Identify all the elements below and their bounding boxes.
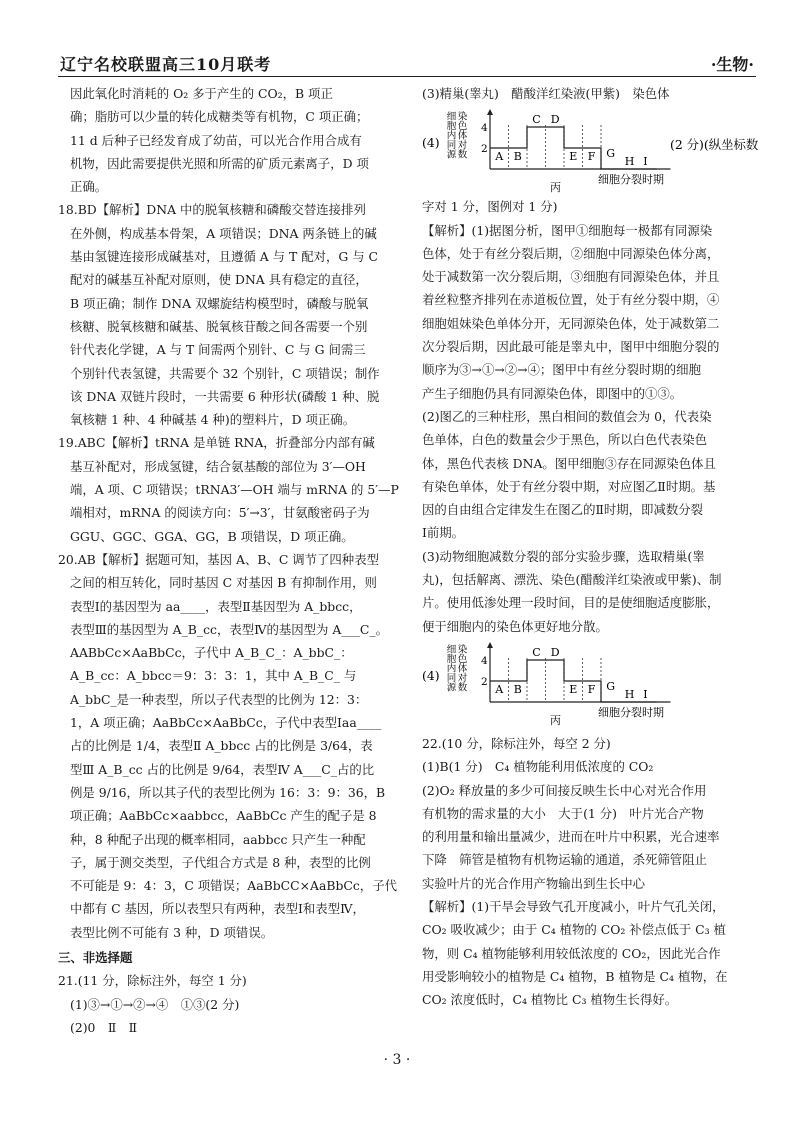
phase-label: B [513, 150, 522, 164]
q22-text-line: 的利用量和输出量减少，进而在叶片中积累，光合速率 [422, 829, 720, 845]
q21-head: 21.(11 分，除标注外，每空 1 分) [58, 973, 247, 989]
y-tick-label: 2 [481, 143, 488, 156]
chart-suffix-label: (2 分)(纵坐标数 [670, 137, 759, 153]
q21-answer-2: (2)0 Ⅱ Ⅱ [70, 1019, 138, 1035]
header-rule [58, 76, 756, 77]
left-text-block [58, 82, 402, 944]
chart-caption: 丙 [550, 713, 561, 727]
phase-label: I [643, 687, 648, 701]
y-axis-arrow [487, 642, 493, 648]
phase-label: F [587, 682, 596, 696]
y-axis-arrow [487, 109, 493, 115]
page-header [60, 52, 754, 76]
section-heading: 三、非选择题 [58, 949, 133, 965]
left-text-line: 例是 9/16，所以其子代的表型比例为 16：3：9：36，B [70, 784, 386, 800]
left-column [58, 82, 402, 1039]
phase-label: G [606, 147, 616, 161]
left-text-line: 种，8 种配子出现的概率相同，aabbcc 只产生一种配 [70, 831, 366, 847]
page-number: · 3 · [383, 1052, 411, 1068]
left-text-line: 氧核糖 1 种、4 种碱基 4 种)的塑料片，D 项正确。 [70, 412, 356, 428]
q21-answer-4-cont: 字对 1 分，图例对 1 分) [422, 199, 558, 215]
phase-label: A [495, 150, 504, 164]
right-text-line: 次分裂后期，因此最可能是睾丸中，图甲中细胞分裂的 [422, 339, 720, 355]
right-text-line: 体，黑色代表核 DNA。图甲细胞③存在同源染色体且 [422, 455, 716, 471]
q21-answer-1: (1)③→①→②→④ ①③(2 分) [70, 996, 240, 1012]
left-text-line: 中都有 C 基因，所以表型只有两种，表型Ⅰ和表型Ⅳ， [70, 901, 365, 917]
left-text-line: 20.AB【解析】据题可知，基因 A、B、C 调节了四种表型 [58, 551, 379, 567]
q22-text-line: 下降 筛管是植物有机物运输的通道，杀死筛管阻止 [422, 852, 707, 868]
chromosome-pair-chart-2 [422, 640, 762, 728]
phase-label: D [550, 113, 560, 127]
y-axis-label: 染色体对数 [455, 643, 467, 692]
left-text-line: 端相对，mRNA 的阅读方向：5′→3′，甘氨酸密码子为 [70, 505, 370, 521]
left-text-line: 端，A 项、C 项错误；tRNA3′—OH 端与 mRNA 的 5′—P [70, 482, 399, 498]
right-text-line: (3)动物细胞减数分裂的部分实验步骤，选取精巢(睾 [422, 548, 705, 564]
left-text-line: 表型Ⅲ的基因型为 A_B_cc，表型Ⅳ的基因型为 A___C_。 [70, 621, 388, 637]
left-text-line: 11 d 后种子已经发育成了幼苗，可以光合作用合成有 [70, 132, 362, 148]
q22-text-line: 物，则 C₄ 植物能够利用较低浓度的 CO₂，因此光合作 [422, 945, 721, 961]
q22-text-line: CO₂ 吸收减少；由于 C₄ 植物的 CO₂ 补偿点低于 C₃ 植 [422, 922, 726, 938]
q22-head: 22.(10 分，除标注外，每空 2 分) [422, 735, 611, 751]
chart-2-container [422, 640, 762, 728]
left-text-line: 因此氧化时消耗的 O₂ 多于产生的 CO₂，B 项正 [70, 86, 333, 101]
q22-text-line: CO₂ 浓度低时，C₄ 植物比 C₃ 植物生长得好。 [422, 992, 678, 1008]
left-text-line: 表型比例不可能有 3 种，D 项错误。 [70, 924, 274, 940]
left-text-line: GGU、GGC、GGA、GG，B 项错误，D 项正确。 [70, 528, 354, 544]
left-text-line: 确；脂肪可以少量的转化成糖类等有机物，C 项正确； [70, 109, 369, 125]
y-tick-label: 4 [481, 122, 488, 135]
q22-text-line: 用受影响较小的植物是 C₄ 植物，B 植物是 C₄ 植物，在 [422, 968, 728, 984]
left-text-line: AABbCc×AaBbCc，子代中 A_B_C_：A_bbC_： [70, 645, 353, 661]
right-text-line: 因的自由组合定律发生在图乙的Ⅱ时期，即减数分裂 [422, 502, 704, 518]
q22-text-line: 【解析】(1)干旱会导致气孔开度减小，叶片气孔关闭， [422, 899, 725, 915]
phase-label: C [532, 113, 541, 127]
left-text-line: 机物，因此需要提供光照和所需的矿质元素离子，D 项 [70, 155, 369, 171]
chart-caption: 丙 [550, 181, 561, 195]
right-text-line: 便于细胞内的染色体更好地分散。 [422, 618, 608, 634]
q21-answer-3: (3)精巢(睾丸) 醋酸洋红染液(甲紫) 染色体 [422, 86, 670, 101]
right-text-line: 色体，处于有丝分裂后期，②细胞中同源染色体分离， [422, 245, 720, 261]
exam-title: 辽宁名校联盟高三10月联考 [60, 55, 272, 74]
left-text-line: 基互补配对，形成氢键，结合氨基酸的部位为 3′—OH [70, 458, 366, 474]
left-text-line: 核糖、脱氧核糖和碱基、脱氧核苷酸之间各需要一个别 [70, 318, 368, 334]
phase-label: H [624, 687, 635, 701]
left-text-line: 正确。 [70, 179, 108, 195]
right-text-line: 有染色单体，处于有丝分裂中期，对应图乙Ⅱ时期。基 [422, 478, 716, 494]
right-text-line: 产生子细胞仍具有同源染色体，即图中的①③。 [422, 385, 683, 401]
y-tick-label: 2 [481, 675, 488, 688]
right-text-block [422, 219, 762, 638]
y-axis-label: 细胞内同源 [444, 643, 456, 692]
right-text-line: (2)图乙的三种柱形，黑白相间的数值会为 0，代表染 [422, 408, 712, 424]
right-column [422, 82, 762, 1012]
left-text-line: 子，属于测交类型，子代组合方式是 8 种，表型的比例 [70, 854, 371, 870]
left-text-line: 项正确；AaBbCc×aabbcc，AaBbCc 产生的配子是 8 [70, 808, 377, 824]
phase-label: F [587, 150, 596, 164]
q22-text-line: 有机物的需求量的大小 大于(1 分) 叶片光合产物 [422, 805, 704, 821]
phase-label: A [495, 682, 504, 696]
q22-text-block [422, 755, 762, 1011]
left-text-line: 占的比例是 1/4，表型Ⅱ A_bbcc 占的比例是 3/64，表 [70, 738, 373, 754]
right-text-line: 色单体，白色的数量会少于黑色，所以白色代表染色 [422, 432, 707, 448]
phase-label: E [569, 682, 578, 696]
left-text-line: 1，A 项正确；AaBbCc×AaBbCc，子代中表型Ⅰaa____ [70, 715, 382, 731]
right-text-line: 片。使用低渗处理一段时间，目的是使细胞适度膨胀， [422, 595, 720, 611]
left-text-line: 之间的相互转化，同时基因 C 对基因 B 有抑制作用，则 [70, 575, 377, 591]
y-axis-label: 染色体对数 [455, 111, 467, 159]
y-tick-label: 4 [481, 654, 488, 667]
phase-label: C [532, 645, 541, 659]
phase-label: D [550, 645, 560, 659]
phase-label: H [624, 155, 635, 169]
q22-text-line: 实验叶片的光合作用产物输出到生长中心 [422, 875, 646, 891]
left-text-line: 型Ⅲ A_B_cc 占的比例是 9/64，表型Ⅳ A___C_占的比 [70, 761, 375, 777]
right-text-line: 顺序为③→①→②→④；图甲中有丝分裂时期的细胞 [422, 362, 701, 378]
right-text-line: 着丝粒整齐排列在赤道板位置，处于有丝分裂中期，④ [422, 292, 720, 308]
right-text-line: 【解析】(1)据图分析，图甲①细胞每一极都有同源染 [422, 222, 713, 238]
left-text-line: A_B_cc：A_bbcc＝9：3：3：1，其中 A_B_C_ 与 [70, 668, 357, 684]
right-text-line: 细胞姐妹染色单体分开，无同源染色体，处于减数第二 [422, 315, 720, 331]
right-text-line: Ⅰ前期。 [422, 525, 465, 541]
left-text-line: B 项正确；制作 DNA 双螺旋结构模型时，磷酸与脱氧 [70, 295, 369, 311]
x-axis-label: 细胞分裂时期 [598, 705, 664, 719]
left-text-line: 针代表化学键，A 与 T 间需两个别针、C 与 G 间需三 [70, 342, 366, 358]
left-text-line: 个别针代表氢键，共需要个 32 个别针，C 项错误；制作 [70, 365, 380, 381]
chart-prefix-label: (4) [422, 667, 440, 683]
chart-1-container [422, 107, 762, 195]
chart-prefix-label: (4) [422, 135, 440, 151]
left-text-line: 18.BD【解析】DNA 中的脱氧核糖和磷酸交替连接排列 [58, 202, 366, 218]
left-text-line: 不可能是 9：4：3，C 项错误；AaBbCC×AaBbCc，子代 [70, 878, 397, 894]
left-text-line: A_bbC_是一种表型，所以子代表型的比例为 12：3： [70, 691, 368, 707]
q22-text-line: (2)O₂ 释放量的多少可间接反映生长中心对光合作用 [422, 782, 707, 798]
left-text-line: 表型Ⅰ的基因型为 aa____，表型Ⅱ基因型为 A_bbcc， [70, 598, 362, 614]
left-text-line: 该 DNA 双链片段时，一共需要 6 种形状(磷酸 1 种、脱 [70, 388, 380, 404]
left-text-line: 基由氢键连接形成碱基对，且遵循 A 与 T 配对，G 与 C [70, 249, 379, 265]
q22-text-line: (1)B(1 分) C₄ 植物能利用低浓度的 CO₂ [422, 759, 654, 775]
chromosome-pair-chart-1 [422, 107, 762, 195]
right-text-line: 处于减数第一次分裂后期，③细胞有同源染色体，并且 [422, 269, 720, 285]
phase-label: B [513, 682, 522, 696]
phase-label: I [643, 155, 648, 169]
subject-label: ·生物· [710, 55, 754, 74]
x-axis-label: 细胞分裂时期 [598, 173, 664, 187]
phase-label: G [606, 679, 616, 693]
left-text-line: 配对的碱基互补配对原则，使 DNA 具有稳定的直径， [70, 272, 368, 288]
left-text-line: 19.ABC【解析】tRNA 是单链 RNA，折叠部分内部有碱 [58, 435, 375, 451]
left-text-line: 在外侧，构成基本骨架，A 项错误；DNA 两条链上的碱 [70, 225, 377, 241]
right-text-line: 丸)，包括解离、漂洗、染色(醋酸洋红染液或甲紫)、制 [422, 572, 722, 588]
y-axis-label: 细胞内同源 [444, 111, 456, 159]
phase-label: E [569, 150, 578, 164]
